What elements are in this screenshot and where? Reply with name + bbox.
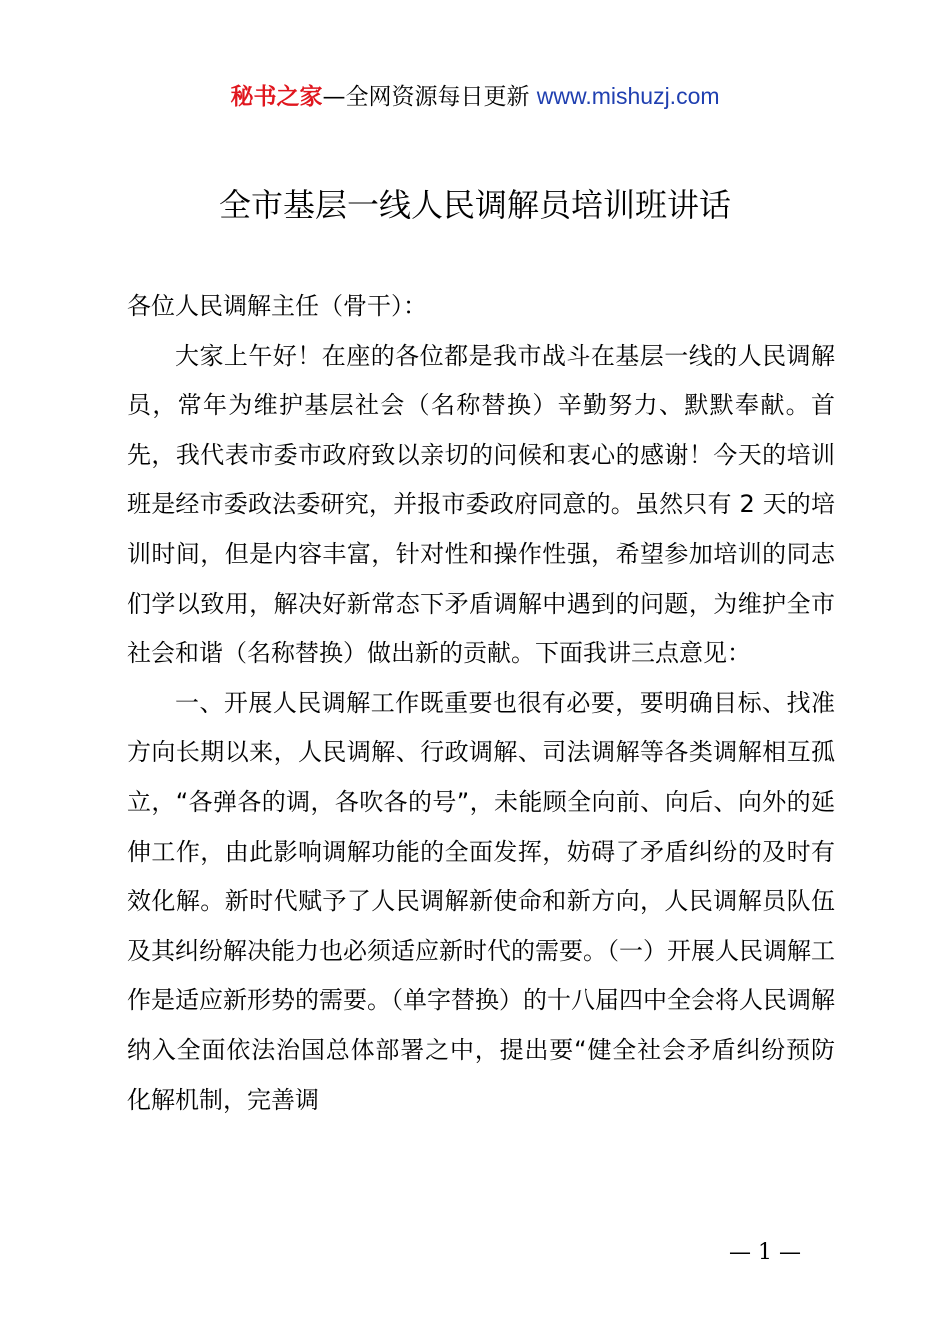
site-banner [0,80,950,113]
banner-tagline: —全网资源每日更新 [322,84,530,110]
document-title: 全市基层一线人民调解员培训班讲话 [218,186,731,224]
page-number: — 1 — [729,1240,801,1265]
site-url-link[interactable]: www.mishuzj.com [536,83,720,109]
paragraph-1: 大家上午好！在座的各位都是我市战斗在基层一线的人民调解员，常年为维护基层社会（名称替换）辛勤努力、默默奉献。首先，我代表市委市政府致以亲切的问候和衷心的感谢！今天的培训班是经市委政法委研究，并报市委政府同意的。虽然只有 2 天的培训时间，但是内容丰富，针对性和操作性强，希望参加培训的同志们学以致用，解决好新常态下矛盾调解中遇到的问题，为维护全市社会和谐（名称替换）做出新的贡献。下面我讲三点意见： [127,341,835,668]
paragraph-2: 一、开展人民调解工作既重要也很有必要，要明确目标、找准方向长期以来，人民调解、行政调解、司法调解等各类调解相互孤立，“各弹各的调，各吹各的号”，未能顾全向前、向后、向外的延伸工作，由此影响调解功能的全面发挥，妨碍了矛盾纠纷的及时有效化解。新时代赋予了人民调解新使命和新方向，人民调解员队伍及其纠纷解决能力也必须适应新时代的需要。（一）开展人民调解工作是适应新形势的需要。（单字替换）的十八届四中全会将人民调解纳入全面依法治国总体部署之中，提出要“健全社会矛盾纠纷预防化解机制，完善调 [127,688,835,1114]
salutation: 各位人民调解主任（骨干）： [127,292,427,320]
brand-name: 秘书之家 [230,84,323,110]
document-body [127,282,835,1125]
